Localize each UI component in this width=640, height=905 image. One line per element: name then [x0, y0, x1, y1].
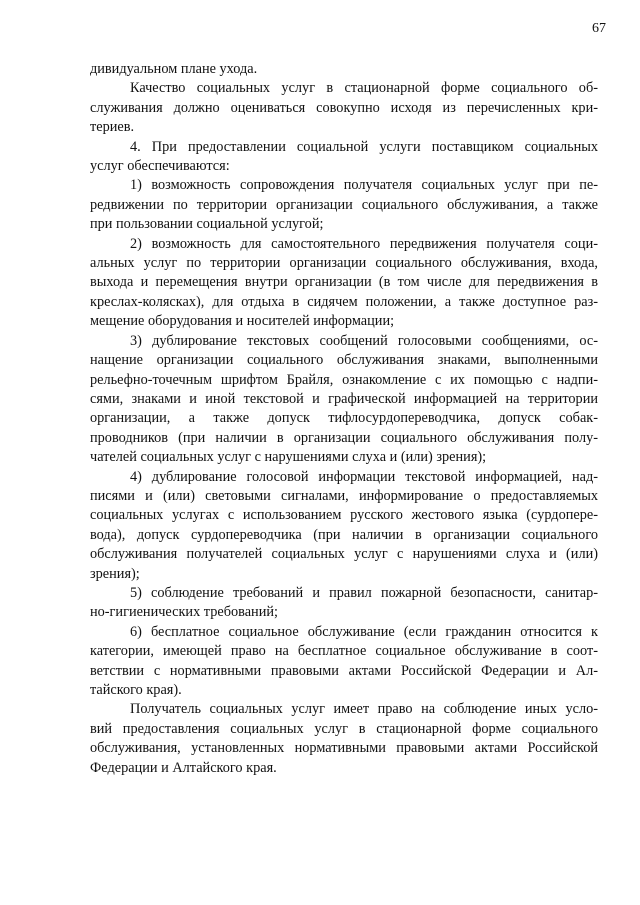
text-line: нащение организации социального обслуживания знаками, выполненными [90, 352, 598, 369]
text-line: 1) возможность сопровождения получателя социальных услуг при пе- [130, 177, 598, 194]
text-line: мещение оборудования и носителей информации; [90, 313, 395, 330]
text-line: рельефно-точечным шрифтом Брайля, ознакомление с их помощью с надпи- [90, 371, 598, 388]
text-line: чателей социальных услуг с нарушениями слуха и (или) зрения); [90, 449, 487, 466]
text-line: Федерации и Алтайского края. [90, 759, 277, 776]
text-line: социальных услугах с использованием русского жестового языка (сурдопере- [90, 507, 598, 524]
text-line: 4) дублирование голосовой информации текстовой информацией, над- [130, 468, 598, 485]
text-line: Получатель социальных услуг имеет право на соблюдение иных усло- [130, 701, 598, 718]
text-line: служивания должно оцениваться совокупно исходя из перечисленных кри- [90, 99, 598, 116]
page-number: 67 [592, 21, 606, 36]
text-line: зрения); [90, 565, 140, 582]
text-line: вий предоставления социальных услуг в стационарной форме социального [90, 720, 598, 737]
text-line: териев. [90, 119, 135, 136]
text-line: сями, знаками и иной текстовой и графической информацией на территории [90, 390, 598, 407]
text-line: услуг обеспечиваются: [90, 158, 230, 175]
text-line: 5) соблюдение требований и правил пожарной безопасности, санитар- [130, 584, 598, 601]
text-line: категории, имеющей право на бесплатное социальное обслуживание в соот- [90, 643, 598, 660]
text-line: выхода и перемещения внутри организации (в том числе для передвижения в [90, 274, 598, 291]
text-line: вода), допуск сурдопереводчика (при наличии в организации социального [90, 526, 598, 543]
text-line: редвижении по территории организации социального обслуживания, а также [90, 196, 598, 213]
text-line: проводников (при наличии в организации социального обслуживания полу- [90, 429, 598, 446]
text-line: 3) дублирование текстовых сообщений голосовыми сообщениями, ос- [130, 332, 598, 349]
text-line: при пользовании социальной услугой; [90, 216, 324, 233]
text-line: организации, а также допуск тифлосурдопереводчика, допуск собак- [90, 410, 598, 427]
text-line: 2) возможность для самостоятельного передвижения получателя соци- [130, 235, 598, 252]
text-line: креслах-колясках), для отдыха в сидячем положении, а также доступное раз- [90, 293, 598, 310]
text-line: дивидуальном плане ухода. [90, 61, 258, 77]
text-line: ветствии с нормативными правовыми актами Российской Федерации и Ал- [90, 662, 598, 679]
text-line: но-гигиенических требований; [90, 604, 278, 621]
text-line: обслуживания, установленных нормативными правовыми актами Российской [90, 740, 598, 757]
document-body [90, 60, 598, 778]
text-line: Качество социальных услуг в стационарной форме социального об- [130, 80, 598, 97]
text-line: 6) бесплатное социальное обслуживание (если гражданин относится к [130, 623, 598, 640]
text-line: обслуживания получателей социальных услуг с нарушениями слуха и (или) [90, 546, 598, 563]
text-line: писями и (или) световыми сигналами, информирование о предоставляемых [90, 487, 598, 504]
text-line: 4. При предоставлении социальной услуги поставщиком социальных [130, 138, 598, 155]
text-line: альных услуг по территории организации социального обслуживания, входа, [90, 255, 598, 272]
text-line: тайского края). [90, 682, 182, 698]
